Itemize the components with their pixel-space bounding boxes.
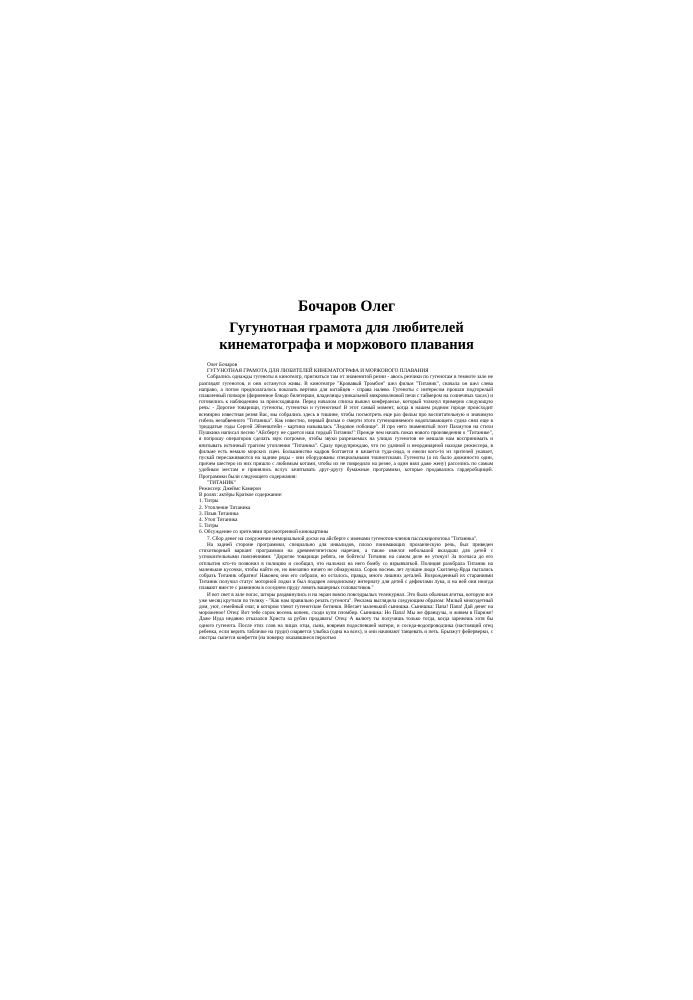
paragraph-3: И вот свет в зале погас, шторы раздвинулись и на экран вовсю повседрылых тележурнал. Это была обычная агитка, которую все уже месяц крутили по телику - "Как нам правильно резать гугенота". Реклама выглядела следующим образом: Милый многодетный дом, уют, семейный очаг, в котором тлеют гугенотские ботинки. Вбегает маленький сынишка. Сынишка: Папа! Папа! Дай денег на мороженое! Отец: Вот тебе сорок восемь копеек, сходи купи пломбир. Сынишка: Но Папа! Мы же французы, и живем в Париже! Даже Иуда недавно отказался Христа за рубли продавать! Отец: А валюту ты получишь только тогда, когда зарежешь хотя бы одного гугенота. После этих слов на лицах отца, сына, вовремя подоспевшей матери, и соседа-водопроводчика (настоящий отец ребенка, если верить табличке на груди) озаряется улыбка (одна на всех), и они начинают танцевать и петь. Брызжут фейерверки, с люстры сыпется конфетти (на поверку оказавшиеся перхотью bbox=[199, 591, 493, 641]
document-title bbox=[0, 320, 693, 354]
title-line-2: кинематографа и моржового плавания bbox=[219, 337, 474, 353]
title-line-1: Гугунотная грамота для любителей bbox=[229, 320, 464, 336]
program-title: "ТИТАНИК" bbox=[207, 479, 236, 486]
program-item: 3. Плыв Титаника bbox=[199, 510, 239, 517]
program-item: 1. Титры bbox=[199, 498, 219, 505]
meta-author: Олег Бочаров bbox=[207, 362, 238, 368]
program-item: 5. Титры bbox=[199, 523, 219, 530]
program-item: 7. Сбор денег на сооружение мемориальной доски на айсберге с именами гугенотов-членов пассажиропотока "Титаника". bbox=[207, 535, 478, 542]
program-item: 2. Утопление Титаника bbox=[199, 504, 251, 511]
program-item: 4. Утоп Титаника bbox=[199, 517, 238, 524]
program-director: Режиссер: Джеймс Камерон bbox=[199, 486, 262, 493]
author-heading: Бочаров Олег bbox=[298, 298, 395, 315]
program-item: 6. Обсуждение со зрителями просмотренной кинокартины bbox=[199, 529, 329, 536]
program-cast: В ролях: актёры Краткое содержание: bbox=[199, 492, 283, 499]
paragraph-1: Собрались однажды гугеноты в кинотеатр, пригнаться там от знаменитой резни - авось резчики по гугенотам в темноте зале не разглядят гугенотов, и они останутся живы. В кинотеатре "Кровавый Тромбон" шел фильм "Титаник", сначала он шел слева направо, а потом предполагалось показать вертово для китайцев - справа налево. Гугеноты с интересом прошли подгорелый плавленный попкорн (фирменное блюдо билетерши, владелицы уникальной микроволновой печи с таймером на солнечных часах) и готовились к наблюдению за происходящим. Перед началом списка вышел конферансье, который толкнул примерно следующую речь: - Дорогие товарищи, гугеноты, гугенотки и гугенотики! В этот самый момент, когда в нашем родном городе происходит всемирно известная резня Вас, мы собрались здесь в тишине, чтобы посмотреть еще раз фильм про воспитательную и значимую гибель незабвенного "Титаника". Как известно, первый фильм о смерти этого гугеношняемого водоплавающего судна снял еще в тридцатые годы Сергей Эйзенштейн - картина называлась "Ледовое побоище". И про него знаменитый поэт Пахмутов на стихи Пушкина написал песню "Айсбергу не сдается наш гордый Титаник!" Прежде чем начать показ нового произведения о "Титанике", я попрошу операторов сделать звук погромче, чтобы звуки разрезаемых на улицах гугенотов не мешали нам воспринимать и впитывать истинный трагизм утопления "Титаника". Сразу предупреждаю, что по удачной и неординарной находке режиссера, в фильме есть немало морских сцен. Большинство кадров болтается и качается туда-сюда, и ежели кого-то из зрителей укачает, пускай пересаживаются на задние ряды - они оборудованы специальными тошнотсками. Гугеноты (а их было дюжиносто один, причем шестеро из них пришло с любимым котами, чтобы их не повредило на резне, а один взял даже жену) расселись по самым удобным местам и принялись вслух зачитывать друг-другу бумажные программки, которые продавались гардеробщицей. Программки были следующего содержания: bbox=[199, 374, 493, 480]
document-body bbox=[199, 362, 493, 641]
paragraph-2: На задней стороне программки, специально для инвалидов, плохо понимающих прозаическую речь, был приведен стихотворный вариант программки на древнеегипетском наречии, а также имелся небольшой вкладыш для детей с успокоительными пояснениями: "Дорогие товарищи ребята, не бойтесь! Титаник на самом деле не утонул! За полчаса до его отплытия кто-то позвонил в полицию и сообщил, что наложил на него бомбу со взрывчаткой. Полиция разобрала Титаник на маленькие кусочки, чтобы найти ее, но внезапно ничего не обнаружила. Сорок восемь лет лучшие люди Скотленд-Ярда пытались собрать Титаник обратно! Наконец они его собрали, но осталось, правда, много лишних деталей. Возрожденный их стараниями Титаник получил статус моторной лодки и был подарен лондонскому интернату для детей с дефектами лука, и на ней они иногда плавают вместе с равнином в соседнем пруду ловить вашерных головастиков." bbox=[199, 541, 493, 592]
meta-title: ГУГУНОТНАЯ ГРАМОТА ДЛЯ ЛЮБИТЕЛЕЙ КИНЕМАТОГРАФА И МОРЖОВОГО ПЛАВАНИЯ bbox=[207, 368, 429, 375]
